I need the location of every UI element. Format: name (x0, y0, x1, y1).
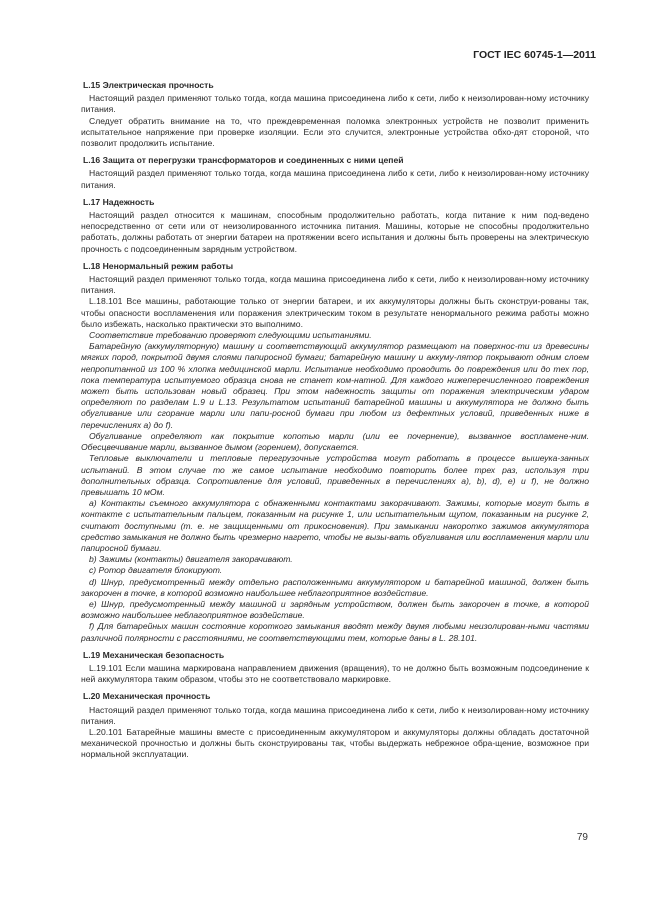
body-paragraph: L.19.101 Если машина маркирована направлением движения (вращения), то не должно быть возможным подсоединение к ней аккумулятора таким образом, чтобы это не соответствовало маркировке. (81, 662, 589, 685)
body-paragraph: Настоящий раздел применяют только тогда, когда машина присоединена либо к сети, либо к неизолирован-ному источнику питания. (81, 704, 589, 726)
section-heading: L.17 Надежность (83, 196, 155, 207)
section-heading: L.19 Механическая безопасность (83, 649, 225, 660)
body-paragraph: Настоящий раздел применяют только тогда, когда машина присоединена либо к сети, либо к неизолирован-ному источнику питания. (81, 168, 589, 190)
test-paragraph: d) Шнур, предусмотренный между отдельно расположенными аккумулятором и батарейной машиной, должен быть закорочен в точке, в которой возможно наибольшее неблагоприятное воздействие. (81, 576, 589, 598)
body-paragraph: Настоящий раздел применяют только тогда, когда машина присоединена либо к сети, либо к неизолирован-ному источнику питания. (81, 93, 589, 115)
body-paragraph: L.18.101 Все машины, работающие только от энергии батареи, и их аккумуляторы должны быть сконструи-рованы так, чтобы опасности воспламенения или поражения электрическим током в результате ненормального режима работы можно было избежать, насколько практически это выполнимо. (81, 296, 589, 329)
test-paragraph: Батарейную (аккумуляторную) машину и соответствующий аккумулятор размещают на поверхнос-ти из древесины мягких пород, покрытой двумя слоями папиросной бумаги; батарейную машину и аккуму-лятор покрывают одним слоем непропитанной из 100 % хлопка медицинской марли. Испытание необходимо проводить до повреждения или до тех пор, пока температура испытуемого образца снова не станет ком-натной. Для каждого нижеперечисленного повреждения может быть использован новый образец. При этом надежность защиты от поражения электрическим ударом определяют по разделам L.9 и L.13. Результатом испытаний батарейной машины и аккумулятора не должно быть обугливание или сгорание марли или папи-росной бумаги при любом из дефектных условий, приведенных ниже в перечислениях а) до f). (81, 341, 589, 430)
test-paragraph: с) Ротор двигателя блокируют. (89, 565, 223, 576)
test-paragraph: b) Зажимы (контакты) двигателя закорачивают. (89, 554, 293, 565)
section-heading: L.15 Электрическая прочность (83, 80, 214, 90)
body-paragraph: Следует обратить внимание на то, что преждевременная поломка электронных устройств не позволит применить испытательное напряжение при проверке изоляции. Если это случится, электронные устройства обхо-дят стороной, что позволит продолжить испытание. (81, 115, 589, 149)
test-paragraph: Соответствие требованию проверяют следующими испытаниями. (89, 330, 372, 341)
document-header: ГОСТ IEC 60745-1—2011 (473, 49, 596, 61)
document-body (81, 80, 589, 761)
section-heading: L.20 Механическая прочность (83, 691, 211, 702)
body-paragraph: L.20.101 Батарейные машины вместе с присоединенным аккумулятором и аккумуляторы должны обладать достаточной механической прочностью и должны быть сконструированы так, чтобы выдержать небрежное обра-щение, возможное при нормальной эксплуатации. (81, 726, 589, 760)
section-heading: L.16 Защита от перегрузки трансформаторов и соединенных с ними цепей (83, 155, 404, 166)
test-paragraph: а) Контакты съемного аккумулятора с обнаженными контактами закорачивают. Зажимы, которые могут быть в контакте с испытательным пальцем, показанным на рисунке 1, или испытательным щупом, показанным на рисунке 2, считают доступными (т. е. не защищенными от прикосновения). При замыкании накоротко зажимов аккумулятора средство замыкания не должно быть чрезмерно нагрето, чтобы не вызы-вать обугливания или воспламенения марли или папиросной бумаги. (81, 498, 589, 553)
test-paragraph: Тепловые выключатели и тепловые перегрузочные устройства могут работать в процессе вышеука-занных испытаний. В этом случае то же самое испытание необходимо повторить более трех раз, используя три дополнительных образца. Сопротивление для условий, приведенных в перечислениях а), b), d), е) и f), не должно превышать 10 мОм. (81, 453, 589, 497)
body-paragraph: Настоящий раздел применяют только тогда, когда машина присоединена либо к сети, либо к неизолирован-ному источнику питания. (81, 274, 589, 296)
section-heading: L.18 Ненормальный режим работы (83, 260, 234, 271)
body-paragraph: Настоящий раздел относится к машинам, способным продолжительно работать, когда питание к ним под-ведено непосредственно от сети или от неизолированного источника питания. Машины, которые не способны продолжительно работать, должны работать от энергии батареи на протяжении всего испытания и должны быть проверены на электрическую прочность с подсоединенным зарядным устройством. (81, 210, 589, 254)
test-paragraph: Обугливание определяют как покрытие копотью марли (или ее почернение), вызванное воспламене-ним. Обесцвечивание марли, вызванное дымом (горением), допускается. (81, 430, 589, 453)
page-number: 79 (576, 832, 588, 843)
test-paragraph: f) Для батарейных машин состояние короткого замыкания вводят между двумя любыми неизолирован-ными частями различной полярности с расстояниями, не соответствующими тем, которые даны в L. 28.101. (81, 621, 589, 643)
test-paragraph: е) Шнур, предусмотренный между машиной и зарядным устройством, должен быть закорочен в точке, в которой возможно наибольшее неблагоприятное воздействие. (81, 598, 589, 621)
